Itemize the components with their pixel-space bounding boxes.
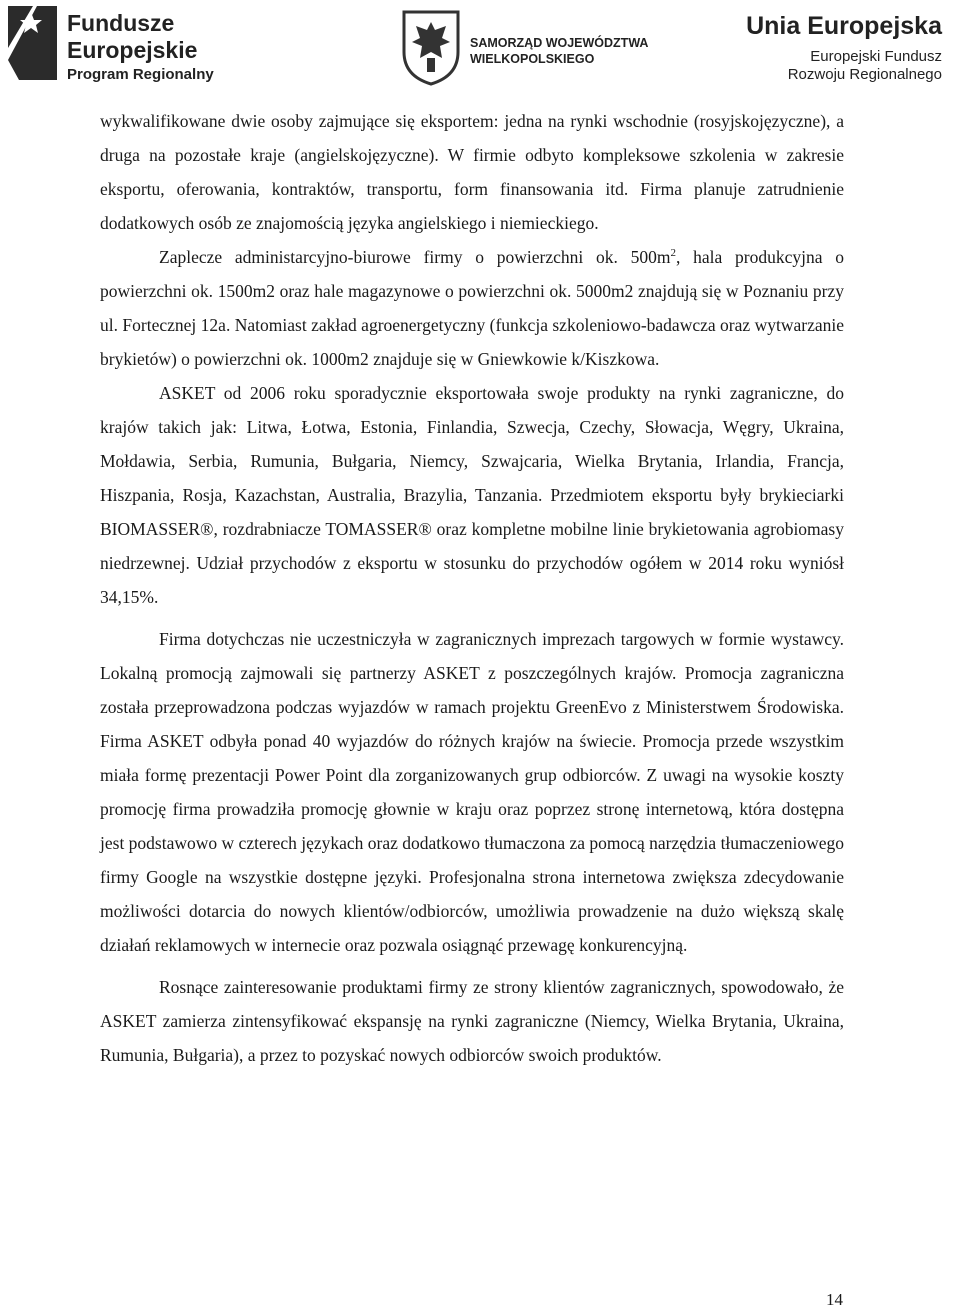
ue-logo-line2: Europejski Fundusz — [810, 48, 942, 65]
samorzad-line1: SAMORZĄD WOJEWÓDZTWA — [470, 36, 649, 50]
page-number: 14 — [826, 1290, 843, 1309]
ue-logo-line3: Rozwoju Regionalnego — [787, 66, 942, 83]
fe-logo-line3: Program Regionalny — [67, 66, 214, 83]
superscript: 2 — [670, 247, 676, 260]
document-body — [100, 104, 844, 1072]
unia-europejska-logo — [742, 8, 942, 88]
fe-star-icon — [5, 4, 60, 82]
page-header — [0, 0, 960, 95]
paragraph-3: ASKET od 2006 roku sporadycznie eksportowała swoje produkty na rynki zagraniczne, do krajów takich jak: Litwa, Łotwa, Estonia, Finlandia, Szwecja, Czechy, Słowacja, Węgry, Ukraina, Mołdawia, Serbia, Rumunia, Bułgaria, Niemcy, Szwajcaria, Wielka Brytania, Irlandia, Francja, Hiszpania, Rosja, Kazachstan, Australia, Brazylia, Tanzania. Przedmiotem eksportu były brykieciarki BIOMASSER®, rozdrabniacze TOMASSER® oraz kompletne mobilne linie brykietowania agrobiomasy niedrzewnej. Udział przychodów z eksportu w stosunku do przychodów ogółem w 2014 roku wyniósł 34,15%. — [100, 383, 844, 607]
samorzad-logo — [400, 8, 660, 88]
paragraph-2-part-b: , hala produkcyjna o powierzchni ok. 1500m2 oraz hale magazynowe o powierzchni ok. 5000m2 znajdują się w Poznaniu przy ul. Fortecznej 12a. Natomiast zakład agroenergetyczny (funkcja szkoleniowo-badawcza oraz wytwarzanie brykietów) o powierzchni ok. 1000m2 znajduje się w Gniewkowie k/Kiszkowa. — [100, 247, 845, 369]
ue-logo-line1: Unia Europejska — [746, 12, 942, 40]
samorzad-line2: WIELKOPOLSKIEGO — [470, 52, 595, 66]
paragraph-5: Rosnące zainteresowanie produktami firmy ze strony klientów zagranicznych, spowodowało, że ASKET zamierza zintensyfikować ekspansję na rynki zagraniczne (Niemcy, Wielka Brytania, Ukraina, Rumunia, Bułgaria), a przez to pozyskać nowych odbiorców swoich produktów. — [100, 977, 844, 1065]
paragraph-2 — [100, 240, 844, 376]
fundusze-europejskie-logo — [5, 4, 215, 88]
paragraph-4: Firma dotychczas nie uczestniczyła w zagranicznych imprezach targowych w formie wystawcy. Lokalną promocją zajmowali się partnerzy ASKET z poszczególnych krajów. Promocja zagraniczna została przeprowadzona podczas wyjazdów w ramach projektu GreenEvo z Ministerstwem Środowiska. Firma ASKET odbyła ponad 40 wyjazdów do różnych krajów na świecie. Promocja przede wszystkim miała formę prezentacji Power Point dla zorganizowanych grup odbiorców. Z uwagi na wysokie koszty promocję firma prowadziła promocję głownie w kraju oraz poprzez stronę internetową, która dostępna jest podstawowo w czterech językach oraz dodatkowo tłumaczona za pomocą narzędzia tłumaczeniowego firmy Google na wszystkie dostępne języki. Profesjonalna strona internetowa zwiększa zdecydowanie możliwości dotarcia do nowych klientów/odbiorców, umożliwia prowadzenie na dużo większą skalę działań reklamowych w internecie oraz pozwala osiągnąć przewagę konkurencyjną. — [100, 629, 844, 955]
eagle-crest-icon — [400, 8, 462, 86]
paragraph-2-part-a: Zaplecze administarcyjno-biurowe firmy o powierzchni ok. 500m — [159, 247, 671, 267]
fe-logo-line2: Europejskie — [67, 37, 198, 63]
fe-logo-line1: Fundusze — [67, 10, 175, 36]
paragraph-1: wykwalifikowane dwie osoby zajmujące się eksportem: jedna na rynki wschodnie (rosyjskojęzyczne), a druga na pozostałe kraje (angielskojęzyczne). W firmie odbyto kompleksowe szkolenia w zakresie eksportu, oferowania, kontraktów, transportu, form finansowania itd. Firma planuje zatrudnienie dodatkowych osób ze znajomością języka angielskiego i niemieckiego. — [100, 111, 844, 233]
